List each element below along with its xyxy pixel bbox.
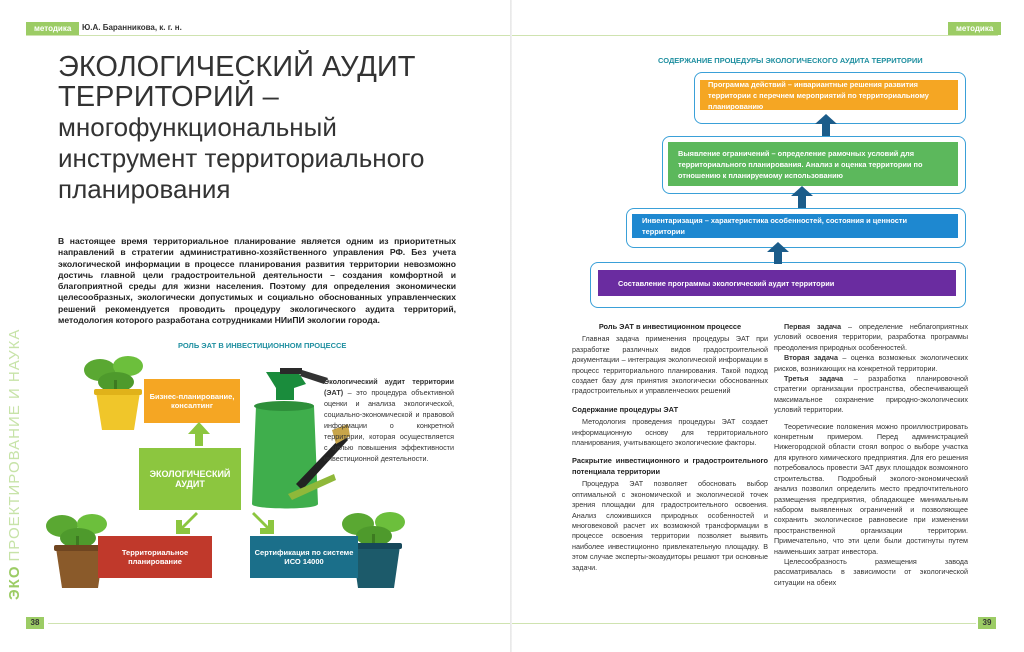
side-label-text: ПРОЕКТИРОВАНИЕ И НАУКА — [6, 328, 23, 562]
arrow-up-icon — [815, 114, 837, 136]
step-program-compilation: Составление программы экологический аудит территории — [598, 270, 956, 296]
box-territorial-planning: Территориальное планирование — [98, 536, 212, 578]
arrow-up-icon — [767, 242, 789, 264]
task-label: Первая задача — [784, 322, 842, 331]
footer-rule — [512, 623, 976, 624]
title-line: планирования — [58, 174, 231, 204]
box-business-planning: Бизнес-планирование, консалтинг — [144, 379, 240, 423]
title-line: многофункциональный — [58, 112, 337, 142]
task-label: Третья задача — [784, 374, 844, 384]
side-label-prefix: ЭКО — [6, 565, 23, 600]
paragraph: Методология проведения процедуры ЭАТ создает информационную основу для территориального планирования, учитывающего экологические факторы. — [572, 417, 768, 448]
box-iso-certification: Сертификация по системе ИСО 14000 — [250, 536, 358, 578]
paragraph — [774, 374, 968, 416]
step-action-program: Программа действий – инвариантные решения развития территории с перечнем мероприятий по территориальному планированию — [700, 80, 958, 110]
diagram-caption: РОЛЬ ЭАТ В ИНВЕСТИЦИОННОМ ПРОЦЕССЕ — [178, 341, 347, 350]
task-text: – разработка планировочной стратегии организации пространства, обеспечивающей максимальное сохранение природно-экологических условий территории. — [774, 374, 968, 415]
title-line: инструмент территориального — [58, 143, 425, 173]
title-line: ТЕРРИТОРИЙ – — [58, 81, 279, 113]
article-column-2 — [774, 322, 968, 588]
page-number-right: 39 — [978, 617, 996, 629]
author-line: Ю.А. Баранникова, к. г. н. — [82, 23, 182, 32]
right-page — [512, 0, 1024, 652]
box-ecological-audit: ЭКОЛОГИЧЕСКИЙ АУДИТ — [139, 448, 241, 510]
definition-block — [324, 376, 454, 464]
rubric-tag: методика — [26, 22, 79, 35]
footer-rule — [48, 623, 512, 624]
subheading: Роль ЭАТ в инвестиционном процессе — [598, 322, 742, 331]
rubric-tag: методика — [948, 22, 1001, 35]
section-side-label — [6, 329, 23, 600]
title-line: ЭКОЛОГИЧЕСКИЙ АУДИТ — [58, 51, 416, 83]
task-text: – определение неблагоприятных условий освоения территории, разработка программы преодоления природных особенностей. — [774, 322, 968, 352]
step-constraints: Выявление ограничений – определение рамочных условий для территориального планирования. Анализ и оценка территории по отношению к планируемому использованию — [668, 142, 958, 186]
header-rule — [512, 35, 998, 36]
paragraph: Целесообразность размещения завода рассматривалась в зависимости от экологической ситуации на обеих — [774, 556, 968, 587]
diagram-caption: СОДЕРЖАНИЕ ПРОЦЕДУРЫ ЭКОЛОГИЧЕСКОГО АУДИТА ТЕРРИТОРИИ — [658, 56, 923, 65]
paragraph: Теоретические положения можно проиллюстрировать конкретным примером. Перед администрацией Нижегородской области стоял вопрос о выборе участка для крупного химического предприятия. Для его решения потребовалось провести ЭАТ двух площадок возможного строительства. Подробный эколого-экономический анализ позволил определить место предпочтительного размещения предприятия, обладающее минимальным набором выявленных ограничений и позволяющее сохранить экологическое равновесие при изменении пространственной организации территории. Примечательно, что эти цели были достигнуты путем наименьших затрат инвестора. — [774, 421, 968, 556]
paragraph: Главная задача применения процедуры ЭАТ при разработке различных видов градостроительной документации – интеграция экологической информации в процесс территориального планирования. Такой подход создает базу для принятия экологически обоснованных градостроительных и управленческих решений — [572, 334, 768, 396]
header-rule — [26, 35, 512, 36]
arrow-down-right-icon — [252, 512, 274, 534]
arrow-up-icon — [188, 422, 210, 446]
definition-text: – это процедура объективной оценки и анализа экологической, социально-экономической и правовой информации о конкретной территории, которая осуществляется с целью повышения эффективности инвестиционной деятельности. — [324, 388, 454, 463]
paragraph — [774, 353, 968, 374]
task-text: – оценка возможных экологических рисков, возникающих на конкретной территории. — [774, 353, 969, 373]
subheading: Раскрытие инвестиционного и градостроительного потенциала территории — [572, 456, 768, 476]
lead-paragraph: В настоящее время территориальное планирование является одним из приоритетных направлений в стратегии административно-хозяйственного управления РФ. Без учета экологической информации в процессе планирования развития территории невозможно достичь главной цели градостроительной деятельности – создания комфортной и благоприятной среды для жизни населения. Поэтому для определения экономически целесообразных, экологически допустимых и социально обоснованных управленческих решений рекомендуется проводить процедуру экологического аудита территорий, методология которого разработана сотрудниками НИиПИ экологии города. — [58, 236, 456, 326]
arrow-down-left-icon — [176, 512, 198, 534]
task-label: Вторая задача — [784, 353, 838, 363]
subheading: Содержание процедуры ЭАТ — [572, 404, 679, 414]
paragraph — [774, 322, 968, 353]
step-inventory: Инвентаризация – характеристика особенностей, состояния и ценности территории — [632, 214, 958, 238]
definition-term: Экологический аудит территории (ЭАТ) — [324, 377, 454, 397]
arrow-up-icon — [791, 186, 813, 208]
article-column-1 — [572, 322, 768, 573]
article-title — [58, 52, 488, 205]
page-number-left: 38 — [26, 617, 44, 629]
paragraph: Процедура ЭАТ позволяет обосновать выбор оптимальной с экономической и экологической точек зрения площадки для градостроительного освоения. Анализ сложившихся природных особенностей и многовековой расчет их возможной трансформации в процессе освоения территории позволяет выявить наиболее инвестиционно привлекательную площадку. В этом случае эксперты-экоаудиторы решают три основные задачи. — [572, 479, 768, 572]
